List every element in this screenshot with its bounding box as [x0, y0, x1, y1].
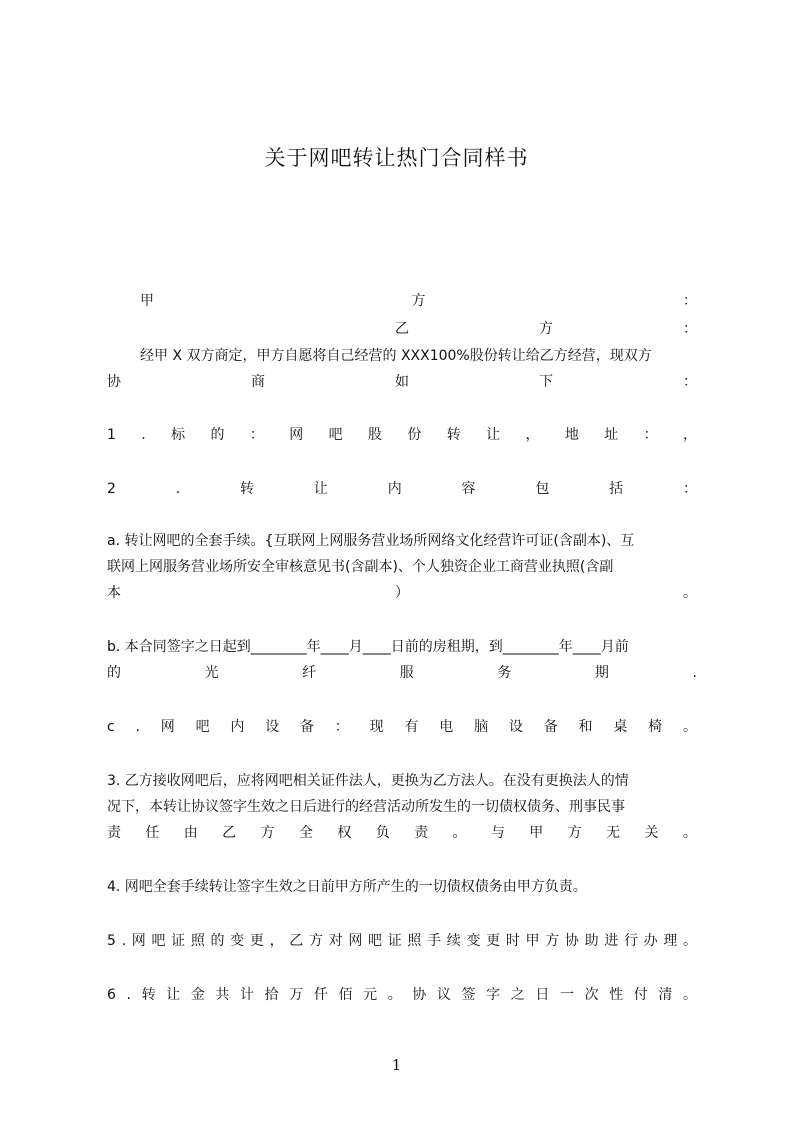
- spaced-glyph: ）: [395, 585, 409, 601]
- item-c-line: [107, 716, 697, 738]
- spaced-glyph: 方: [308, 933, 323, 949]
- spaced-glyph: 续: [446, 933, 461, 949]
- spaced-glyph: 照: [407, 933, 422, 949]
- spaced-glyph: 证: [387, 933, 402, 949]
- spaced-glyph: 吧: [151, 933, 166, 949]
- spaced-glyph: 仟: [313, 987, 328, 1003]
- party-a-line: [140, 290, 697, 312]
- spaced-glyph: 变: [230, 933, 245, 949]
- spaced-glyph: 。: [682, 719, 697, 735]
- spaced-glyph: 容: [461, 481, 476, 497]
- spaced-glyph: 全: [298, 825, 313, 841]
- item-5-line: [107, 930, 697, 952]
- spaced-glyph: 佰: [338, 987, 353, 1003]
- spaced-glyph: 次: [584, 987, 599, 1003]
- spaced-glyph: 之: [510, 987, 525, 1003]
- spaced-glyph: 助: [584, 933, 599, 949]
- spaced-glyph: .: [135, 719, 140, 735]
- spaced-glyph: 设: [508, 719, 523, 735]
- spaced-glyph: 方: [567, 825, 582, 841]
- spaced-glyph: 由: [183, 825, 198, 841]
- spaced-glyph: 包: [535, 481, 550, 497]
- spaced-glyph: 备: [543, 719, 558, 735]
- item-a-line-2: 联网上网服务营业场所安全审核意见书(含副本)、个人独资企业工商营业执照(含副: [107, 559, 614, 575]
- spaced-glyph: 甲: [525, 933, 540, 949]
- party-b-line: [395, 318, 697, 340]
- spaced-glyph: 乙: [289, 933, 304, 949]
- spaced-glyph: 本: [107, 585, 121, 601]
- spaced-glyph: 理: [663, 933, 678, 949]
- item-a-line-1: a. 转让网吧的全套手续。{互联网上网服务营业场所网络文化经营许可证(含副本)、互: [107, 533, 635, 549]
- spaced-glyph: ：: [683, 293, 697, 309]
- spaced-glyph: 权: [337, 825, 352, 841]
- spaced-glyph: 下: [539, 374, 553, 390]
- spaced-glyph: 方: [260, 825, 275, 841]
- spaced-glyph: 2: [107, 481, 116, 497]
- item-6-line: [107, 984, 697, 1006]
- spaced-glyph: 照: [190, 933, 205, 949]
- spaced-glyph: 方: [411, 293, 426, 309]
- spaced-glyph: 一: [559, 987, 574, 1003]
- item-3-line-1: 3. 乙方接收网吧后，应将网吧相关证件法人，更换为乙方法人。在没有更换法人的情: [107, 773, 629, 789]
- spaced-glyph: 现: [369, 719, 384, 735]
- spaced-glyph: 甲: [529, 825, 544, 841]
- spaced-glyph: 证: [171, 933, 186, 949]
- spaced-glyph: 标: [171, 427, 186, 443]
- spaced-glyph: 性: [609, 987, 624, 1003]
- spaced-glyph: 与: [490, 825, 505, 841]
- spaced-glyph: 时: [505, 933, 520, 949]
- spaced-glyph: 脑: [474, 719, 489, 735]
- spaced-glyph: 股: [368, 427, 382, 443]
- spaced-glyph: 让: [486, 427, 501, 443]
- spaced-glyph: 方: [545, 933, 560, 949]
- spaced-glyph: 有: [404, 719, 419, 735]
- spaced-glyph: 签: [461, 987, 476, 1003]
- spaced-glyph: ：: [683, 321, 697, 337]
- spaced-glyph: 协: [564, 933, 579, 949]
- spaced-glyph: 责: [107, 825, 121, 841]
- spaced-glyph: 1: [107, 427, 116, 443]
- spaced-glyph: ，: [269, 933, 284, 949]
- spaced-glyph: 地: [564, 427, 579, 443]
- spaced-glyph: ：: [643, 427, 658, 443]
- spaced-glyph: 更: [249, 933, 264, 949]
- spaced-glyph: .: [175, 481, 181, 497]
- spaced-glyph: ：: [249, 427, 264, 443]
- spaced-glyph: 网: [348, 933, 363, 949]
- item-4-line: 4. 网吧全套手续转让签字生效之日前甲方所产生的一切债权债务由甲方负责。: [107, 879, 587, 895]
- spaced-glyph: 进: [604, 933, 619, 949]
- spaced-glyph: c: [107, 719, 115, 735]
- spaced-glyph: 商: [251, 374, 265, 390]
- spaced-glyph: 拾: [264, 987, 279, 1003]
- spaced-glyph: 纤: [302, 665, 317, 681]
- spaced-glyph: 乙: [222, 825, 237, 841]
- spaced-glyph: 任: [145, 825, 160, 841]
- spaced-glyph: .: [141, 427, 146, 443]
- spaced-glyph: 关: [644, 825, 659, 841]
- spaced-glyph: 网: [160, 719, 175, 735]
- spaced-glyph: 的: [210, 933, 225, 949]
- item-1-line: [107, 424, 697, 446]
- spaced-glyph: 让: [166, 987, 181, 1003]
- spaced-glyph: 日: [535, 987, 550, 1003]
- spaced-glyph: 。: [683, 987, 697, 1003]
- spaced-glyph: 议: [436, 987, 451, 1003]
- spaced-glyph: 对: [328, 933, 343, 949]
- spaced-glyph: 括: [609, 481, 624, 497]
- spaced-glyph: 期: [594, 665, 609, 681]
- spaced-glyph: 份: [407, 427, 422, 443]
- spaced-glyph: 共: [215, 987, 230, 1003]
- spaced-glyph: 内: [230, 719, 245, 735]
- spaced-glyph: 桌: [613, 719, 628, 735]
- spaced-glyph: 万: [289, 987, 304, 1003]
- spaced-glyph: 办: [643, 933, 658, 949]
- spaced-glyph: 网: [289, 427, 304, 443]
- spaced-glyph: 吧: [368, 933, 382, 949]
- item-a-line-3: [107, 582, 697, 604]
- spaced-glyph: .: [692, 665, 697, 681]
- spaced-glyph: 责: [414, 825, 429, 841]
- item-2-line: [107, 478, 697, 500]
- spaced-glyph: 备: [300, 719, 315, 735]
- spaced-glyph: .: [126, 987, 131, 1003]
- item-3-line-3: [107, 822, 697, 844]
- spaced-glyph: 元: [363, 987, 378, 1003]
- spaced-glyph: ：: [683, 374, 697, 390]
- spaced-glyph: 如: [395, 374, 409, 390]
- spaced-glyph: 付: [633, 987, 648, 1003]
- spaced-glyph: 行: [623, 933, 638, 949]
- spaced-glyph: 字: [486, 987, 501, 1003]
- spaced-glyph: ，: [683, 427, 697, 443]
- spaced-glyph: 甲: [140, 293, 154, 309]
- spaced-glyph: 更: [486, 933, 501, 949]
- item-3-line-2: 况下，本转让协议签字生效之日后进行的经营活动所发生的一切债权债务、刑事民事: [107, 799, 625, 815]
- spaced-glyph: 手: [427, 933, 442, 949]
- spaced-glyph: 网: [131, 933, 146, 949]
- spaced-glyph: ，: [525, 427, 540, 443]
- spaced-glyph: 的: [107, 665, 121, 681]
- spaced-glyph: 变: [466, 933, 481, 949]
- intro-continued-line: [107, 371, 697, 393]
- spaced-glyph: 。: [683, 585, 697, 601]
- spaced-glyph: 内: [387, 481, 402, 497]
- spaced-glyph: 协: [412, 987, 427, 1003]
- spaced-glyph: 乙: [395, 321, 409, 337]
- spaced-glyph: 无: [606, 825, 621, 841]
- spaced-glyph: 服: [399, 665, 414, 681]
- spaced-glyph: ：: [683, 481, 697, 497]
- spaced-glyph: 让: [313, 481, 328, 497]
- spaced-glyph: 的: [210, 427, 225, 443]
- spaced-glyph: 清: [658, 987, 673, 1003]
- spaced-glyph: 电: [439, 719, 454, 735]
- spaced-glyph: .: [121, 933, 127, 949]
- spaced-glyph: 计: [240, 987, 255, 1003]
- spaced-glyph: 转: [141, 987, 156, 1003]
- spaced-glyph: 吧: [328, 427, 343, 443]
- spaced-glyph: 。: [682, 825, 697, 841]
- spaced-glyph: ：: [334, 719, 349, 735]
- spaced-glyph: 址: [604, 427, 619, 443]
- spaced-glyph: 光: [204, 665, 219, 681]
- document-title: 关于网吧转让热门合同样书: [264, 146, 529, 170]
- item-b-line-1: b. 本合同签字之日起到________年____月____日前的房租期，到________年____月前: [107, 639, 629, 655]
- spaced-glyph: 5: [107, 933, 116, 949]
- spaced-glyph: 金: [190, 987, 205, 1003]
- item-b-line-2: [107, 662, 697, 684]
- intro-line: 经甲 X 双方商定，甲方自愿将自己经营的 XXX100%股份转让给乙方经营，现双方: [140, 348, 652, 364]
- spaced-glyph: 6: [107, 987, 116, 1003]
- spaced-glyph: 。: [452, 825, 467, 841]
- spaced-glyph: 协: [107, 374, 121, 390]
- spaced-glyph: 负: [375, 825, 390, 841]
- spaced-glyph: 吧: [195, 719, 210, 735]
- spaced-glyph: 转: [446, 427, 461, 443]
- spaced-glyph: 椅: [648, 719, 663, 735]
- spaced-glyph: 和: [578, 719, 593, 735]
- spaced-glyph: 。: [387, 987, 402, 1003]
- spaced-glyph: 设: [265, 719, 280, 735]
- spaced-glyph: 务: [497, 665, 512, 681]
- spaced-glyph: 方: [539, 321, 553, 337]
- spaced-glyph: 转: [240, 481, 255, 497]
- page-number: 1: [391, 1056, 402, 1074]
- spaced-glyph: 。: [683, 933, 697, 949]
